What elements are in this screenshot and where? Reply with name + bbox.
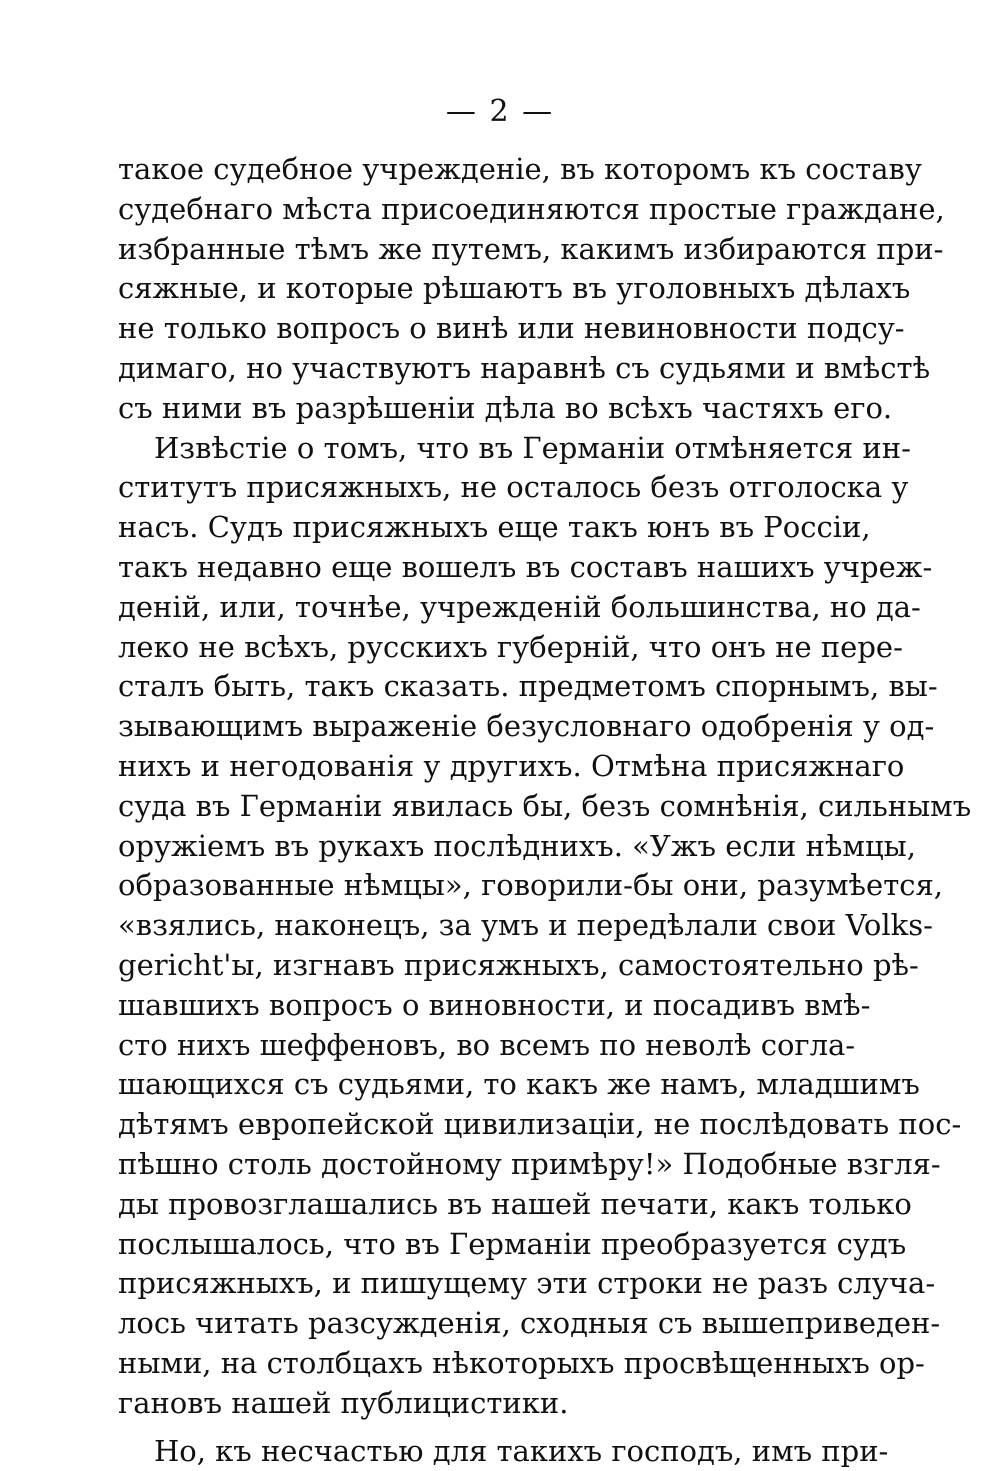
body-text — [118, 150, 848, 1471]
text-line: такое судебное учрежденіе, въ которомъ къ составу — [118, 150, 848, 190]
text-line: деній, или, точнѣе, учрежденій большинства, но да- — [118, 588, 848, 628]
text-line: насъ. Судъ присяжныхъ еще такъ юнъ въ Россіи, — [118, 508, 848, 548]
text-line: присяжныхъ, и пишущему эти строки не разъ случа- — [118, 1264, 848, 1304]
paragraph-gap — [118, 1424, 848, 1432]
text-line: лось читать разсужденія, сходныя съ вышеприведен- — [118, 1304, 848, 1344]
text-line: ститутъ присяжныхъ, не осталось безъ отголоска у — [118, 468, 848, 508]
text-line: леко не всѣхъ, русскихъ губерній, что онъ не пере- — [118, 628, 848, 668]
text-line: ды провозглашались въ нашей печати, какъ только — [118, 1185, 848, 1225]
paragraph-2 — [118, 429, 848, 1424]
text-line: шающихся съ судьями, то какъ же намъ, младшимъ — [118, 1065, 848, 1105]
text-line: съ ними въ разрѣшеніи дѣла во всѣхъ частяхъ его. — [118, 389, 848, 429]
page-number: — 2 — — [0, 94, 1000, 130]
text-line: послышалось, что въ Германіи преобразуется судъ — [118, 1225, 848, 1265]
paragraph-1 — [118, 150, 848, 429]
text-line: пѣшно столь достойному примѣру!» Подобные взгля- — [118, 1145, 848, 1185]
text-line: судебнаго мѣста присоединяются простые граждане, — [118, 190, 848, 230]
text-line: гановъ нашей публицистики. — [118, 1384, 848, 1424]
paragraph-3 — [118, 1432, 848, 1471]
text-line: образованные нѣмцы», говорили-бы они, разумѣется, — [118, 866, 848, 906]
text-line: сяжные, и которые рѣшаютъ въ уголовныхъ дѣлахъ — [118, 269, 848, 309]
text-line: оружіемъ въ рукахъ послѣднихъ. «Ужъ если нѣмцы, — [118, 827, 848, 867]
text-line: избранные тѣмъ же путемъ, какимъ избираются при- — [118, 230, 848, 270]
text-line: Извѣстіе о томъ, что въ Германіи отмѣняется ин- — [118, 429, 848, 469]
text-line: дѣтямъ европейской цивилизаціи, не послѣдовать пос- — [118, 1105, 848, 1145]
text-line: сто нихъ шеффеновъ, во всемъ по неволѣ согла- — [118, 1026, 848, 1066]
text-line: шавшихъ вопросъ о виновности, и посадивъ вмѣ- — [118, 986, 848, 1026]
text-line: ными, на столбцахъ нѣкоторыхъ просвѣщенныхъ ор- — [118, 1344, 848, 1384]
text-line: нихъ и негодованія у другихъ. Отмѣна присяжнаго — [118, 747, 848, 787]
text-line: зывающимъ выраженіе безусловнаго одобренія у од- — [118, 707, 848, 747]
text-line: сталъ быть, такъ сказать. предметомъ спорнымъ, вы- — [118, 667, 848, 707]
text-line: димаго, но участвуютъ наравнѣ съ судьями и вмѣстѣ — [118, 349, 848, 389]
text-line: такъ недавно еще вошелъ въ составъ нашихъ учреж- — [118, 548, 848, 588]
text-line: gericht'ы, изгнавъ присяжныхъ, самостоятельно рѣ- — [118, 946, 848, 986]
text-line: не только вопросъ о винѣ или невиновности подсу- — [118, 309, 848, 349]
text-line: суда въ Германіи явилась бы, безъ сомнѣнія, сильнымъ — [118, 787, 848, 827]
text-line: «взялись, наконецъ, за умъ и передѣлали свои Volks- — [118, 906, 848, 946]
text-line: Но, къ несчастью для такихъ господъ, имъ при- — [118, 1432, 848, 1471]
